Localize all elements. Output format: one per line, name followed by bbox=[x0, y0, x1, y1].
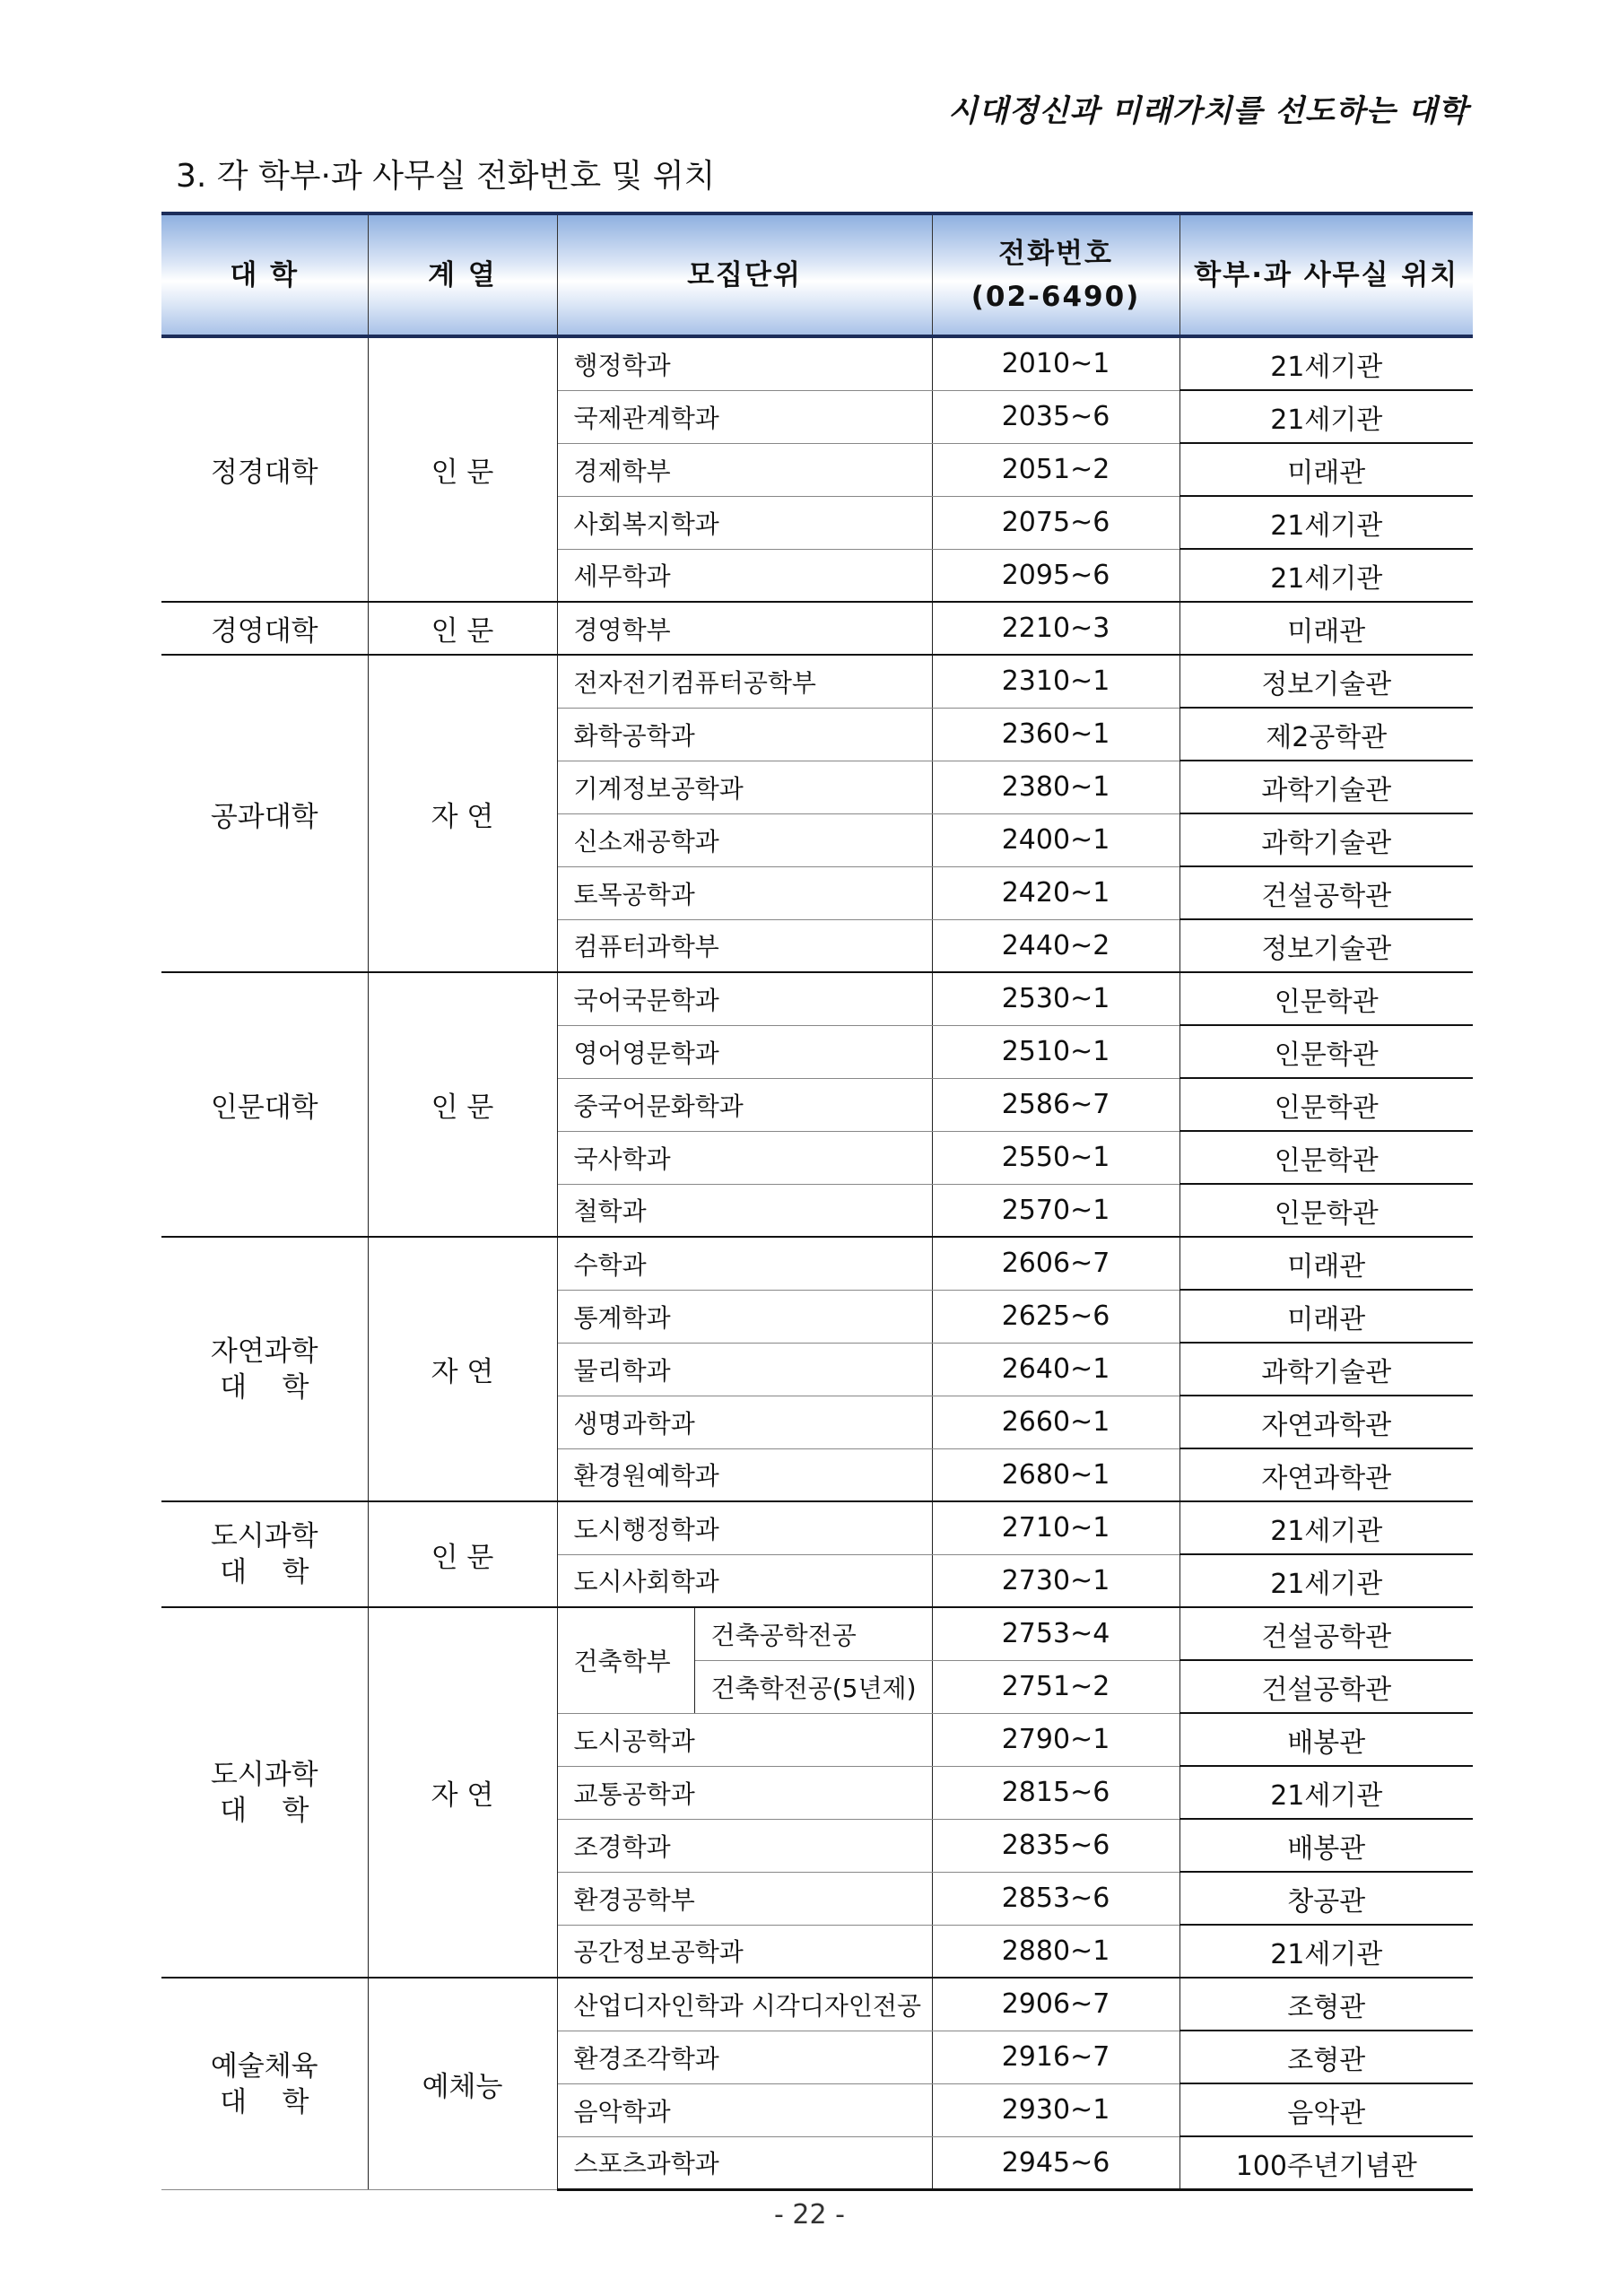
location-cell: 배봉관 bbox=[1179, 1819, 1473, 1872]
location-cell: 음악관 bbox=[1179, 2083, 1473, 2136]
college-cell bbox=[161, 1237, 368, 1501]
phone-cell: 2753~4 bbox=[932, 1607, 1179, 1660]
location-cell: 인문학관 bbox=[1179, 1025, 1473, 1078]
unit-cell: 환경원예학과 bbox=[557, 1448, 932, 1501]
location-cell: 미래관 bbox=[1179, 1237, 1473, 1290]
header-slogan: 시대정신과 미래가치를 선도하는 대학 bbox=[947, 93, 1468, 129]
unit-cell: 신소재공학과 bbox=[557, 813, 932, 866]
unit-cell: 국사학과 bbox=[557, 1131, 932, 1184]
table-row bbox=[161, 655, 1473, 708]
location-cell: 창공관 bbox=[1179, 1872, 1473, 1925]
location-cell: 정보기술관 bbox=[1179, 655, 1473, 708]
location-cell: 미래관 bbox=[1179, 1290, 1473, 1343]
phone-cell: 2310~1 bbox=[932, 655, 1179, 708]
phone-cell: 2570~1 bbox=[932, 1184, 1179, 1237]
college-name-line2: 대 학 bbox=[220, 2085, 309, 2118]
location-cell: 미래관 bbox=[1179, 602, 1473, 655]
unit-cell: 수학과 bbox=[557, 1237, 932, 1290]
unit-cell: 산업디자인학과 시각디자인전공 bbox=[557, 1978, 932, 2031]
phone-cell: 2586~7 bbox=[932, 1078, 1179, 1131]
field-cell: 자 연 bbox=[368, 655, 557, 972]
location-cell: 인문학관 bbox=[1179, 1131, 1473, 1184]
field-cell: 인 문 bbox=[368, 972, 557, 1237]
location-cell: 21세기관 bbox=[1179, 496, 1473, 549]
college-name-line1: 예술체육 bbox=[210, 2049, 318, 2083]
unit-cell: 스포츠과학과 bbox=[557, 2136, 932, 2190]
college-name-line1: 자연과학 bbox=[210, 1335, 318, 1368]
location-cell: 과학기술관 bbox=[1179, 813, 1473, 866]
location-cell: 건설공학관 bbox=[1179, 866, 1473, 919]
header-location: 학부·과 사무실 위치 bbox=[1179, 213, 1473, 336]
table-row bbox=[161, 1501, 1473, 1554]
college-name-line1: 도시과학 bbox=[210, 1758, 318, 1791]
location-cell: 인문학관 bbox=[1179, 1184, 1473, 1237]
phone-cell: 2095~6 bbox=[932, 549, 1179, 602]
phone-cell: 2010~1 bbox=[932, 336, 1179, 390]
unit-cell: 중국어문화학과 bbox=[557, 1078, 932, 1131]
unit-cell: 환경공학부 bbox=[557, 1872, 932, 1925]
phone-cell: 2751~2 bbox=[932, 1660, 1179, 1713]
unit-cell: 세무학과 bbox=[557, 549, 932, 602]
unit-cell: 도시공학과 bbox=[557, 1713, 932, 1766]
unit-cell: 국제관계학과 bbox=[557, 390, 932, 443]
phone-cell: 2420~1 bbox=[932, 866, 1179, 919]
unit-cell: 국어국문학과 bbox=[557, 972, 932, 1025]
location-cell: 100주년기념관 bbox=[1179, 2136, 1473, 2190]
phone-cell: 2530~1 bbox=[932, 972, 1179, 1025]
table-row bbox=[161, 1607, 1473, 1660]
phone-cell: 2550~1 bbox=[932, 1131, 1179, 1184]
college-cell bbox=[161, 1501, 368, 1607]
location-cell: 조형관 bbox=[1179, 1978, 1473, 2031]
phone-cell: 2360~1 bbox=[932, 708, 1179, 761]
unit-cell: 환경조각학과 bbox=[557, 2031, 932, 2083]
phone-cell: 2790~1 bbox=[932, 1713, 1179, 1766]
unit-cell: 토목공학과 bbox=[557, 866, 932, 919]
unit-cell: 건축공학전공 bbox=[694, 1607, 932, 1660]
unit-cell: 도시사회학과 bbox=[557, 1554, 932, 1607]
header-unit: 모집단위 bbox=[557, 213, 932, 336]
phone-cell: 2606~7 bbox=[932, 1237, 1179, 1290]
field-cell: 자 연 bbox=[368, 1237, 557, 1501]
college-name-line2: 대 학 bbox=[220, 1370, 309, 1404]
phone-cell: 2930~1 bbox=[932, 2083, 1179, 2136]
location-cell: 제2공학관 bbox=[1179, 708, 1473, 761]
table-row bbox=[161, 602, 1473, 655]
location-cell: 건설공학관 bbox=[1179, 1607, 1473, 1660]
location-cell: 정보기술관 bbox=[1179, 919, 1473, 972]
unit-cell: 건축학전공(5년제) bbox=[694, 1660, 932, 1713]
header-college: 대 학 bbox=[161, 213, 368, 336]
phone-cell: 2051~2 bbox=[932, 443, 1179, 496]
location-cell: 과학기술관 bbox=[1179, 761, 1473, 813]
unit-cell: 생명과학과 bbox=[557, 1396, 932, 1448]
unit-cell: 경제학부 bbox=[557, 443, 932, 496]
phone-cell: 2916~7 bbox=[932, 2031, 1179, 2083]
unit-cell: 영어영문학과 bbox=[557, 1025, 932, 1078]
unit-cell: 조경학과 bbox=[557, 1819, 932, 1872]
phone-cell: 2380~1 bbox=[932, 761, 1179, 813]
location-cell: 21세기관 bbox=[1179, 1925, 1473, 1978]
unit-cell: 철학과 bbox=[557, 1184, 932, 1237]
location-cell: 21세기관 bbox=[1179, 336, 1473, 390]
unit-cell: 경영학부 bbox=[557, 602, 932, 655]
location-cell: 21세기관 bbox=[1179, 1766, 1473, 1819]
location-cell: 과학기술관 bbox=[1179, 1343, 1473, 1396]
unit-cell: 기계정보공학과 bbox=[557, 761, 932, 813]
phone-cell: 2906~7 bbox=[932, 1978, 1179, 2031]
header-phone-line1: 전화번호 bbox=[998, 237, 1113, 270]
unit-cell: 공간정보공학과 bbox=[557, 1925, 932, 1978]
phone-cell: 2710~1 bbox=[932, 1501, 1179, 1554]
location-cell: 자연과학관 bbox=[1179, 1448, 1473, 1501]
location-cell: 21세기관 bbox=[1179, 1554, 1473, 1607]
phone-cell: 2853~6 bbox=[932, 1872, 1179, 1925]
unit-cell: 물리학과 bbox=[557, 1343, 932, 1396]
unit-cell: 전자전기컴퓨터공학부 bbox=[557, 655, 932, 708]
location-cell: 21세기관 bbox=[1179, 1501, 1473, 1554]
department-office-table bbox=[161, 212, 1473, 2191]
unit-cell: 사회복지학과 bbox=[557, 496, 932, 549]
college-name-line2: 대 학 bbox=[220, 1556, 309, 1588]
unit-cell: 도시행정학과 bbox=[557, 1501, 932, 1554]
table-header-row bbox=[161, 213, 1473, 336]
unit-cell: 행정학과 bbox=[557, 336, 932, 390]
field-cell: 인 문 bbox=[368, 336, 557, 602]
unit-cell: 음악학과 bbox=[557, 2083, 932, 2136]
location-cell: 자연과학관 bbox=[1179, 1396, 1473, 1448]
location-cell: 배봉관 bbox=[1179, 1713, 1473, 1766]
phone-cell: 2035~6 bbox=[932, 390, 1179, 443]
college-cell: 경영대학 bbox=[161, 602, 368, 655]
table-row bbox=[161, 1978, 1473, 2031]
college-cell: 인문대학 bbox=[161, 972, 368, 1237]
header-field: 계 열 bbox=[368, 213, 557, 336]
field-cell: 인 문 bbox=[368, 1501, 557, 1607]
location-cell: 21세기관 bbox=[1179, 549, 1473, 602]
table-row bbox=[161, 336, 1473, 390]
field-cell: 예체능 bbox=[368, 1978, 557, 2190]
phone-cell: 2730~1 bbox=[932, 1554, 1179, 1607]
unit-cell: 통계학과 bbox=[557, 1290, 932, 1343]
college-cell bbox=[161, 1978, 368, 2190]
phone-cell: 2510~1 bbox=[932, 1025, 1179, 1078]
field-cell: 자 연 bbox=[368, 1607, 557, 1978]
section-title: 3. 각 학부·과 사무실 전화번호 및 위치 bbox=[176, 158, 716, 195]
college-name-line1: 도시과학 bbox=[210, 1520, 318, 1552]
phone-cell: 2880~1 bbox=[932, 1925, 1179, 1978]
header-phone-line2: (02-6490) bbox=[971, 280, 1141, 313]
location-cell: 건설공학관 bbox=[1179, 1660, 1473, 1713]
location-cell: 미래관 bbox=[1179, 443, 1473, 496]
unit-cell: 화학공학과 bbox=[557, 708, 932, 761]
phone-cell: 2660~1 bbox=[932, 1396, 1179, 1448]
field-cell: 인 문 bbox=[368, 602, 557, 655]
college-cell: 정경대학 bbox=[161, 336, 368, 602]
college-cell: 공과대학 bbox=[161, 655, 368, 972]
phone-cell: 2680~1 bbox=[932, 1448, 1179, 1501]
phone-cell: 2815~6 bbox=[932, 1766, 1179, 1819]
location-cell: 조형관 bbox=[1179, 2031, 1473, 2083]
college-name-line2: 대 학 bbox=[220, 1794, 309, 1827]
subgroup-cell: 건축학부 bbox=[557, 1607, 694, 1713]
location-cell: 인문학관 bbox=[1179, 1078, 1473, 1131]
table-row bbox=[161, 1237, 1473, 1290]
location-cell: 인문학관 bbox=[1179, 972, 1473, 1025]
phone-cell: 2625~6 bbox=[932, 1290, 1179, 1343]
header-phone bbox=[932, 213, 1179, 336]
phone-cell: 2400~1 bbox=[932, 813, 1179, 866]
unit-cell: 컴퓨터과학부 bbox=[557, 919, 932, 972]
unit-cell: 교통공학과 bbox=[557, 1766, 932, 1819]
phone-cell: 2075~6 bbox=[932, 496, 1179, 549]
college-cell bbox=[161, 1607, 368, 1978]
phone-cell: 2640~1 bbox=[932, 1343, 1179, 1396]
phone-cell: 2945~6 bbox=[932, 2136, 1179, 2190]
phone-cell: 2835~6 bbox=[932, 1819, 1179, 1872]
location-cell: 21세기관 bbox=[1179, 390, 1473, 443]
page-number: - 22 - bbox=[774, 2199, 845, 2231]
table-row bbox=[161, 972, 1473, 1025]
phone-cell: 2440~2 bbox=[932, 919, 1179, 972]
phone-cell: 2210~3 bbox=[932, 602, 1179, 655]
